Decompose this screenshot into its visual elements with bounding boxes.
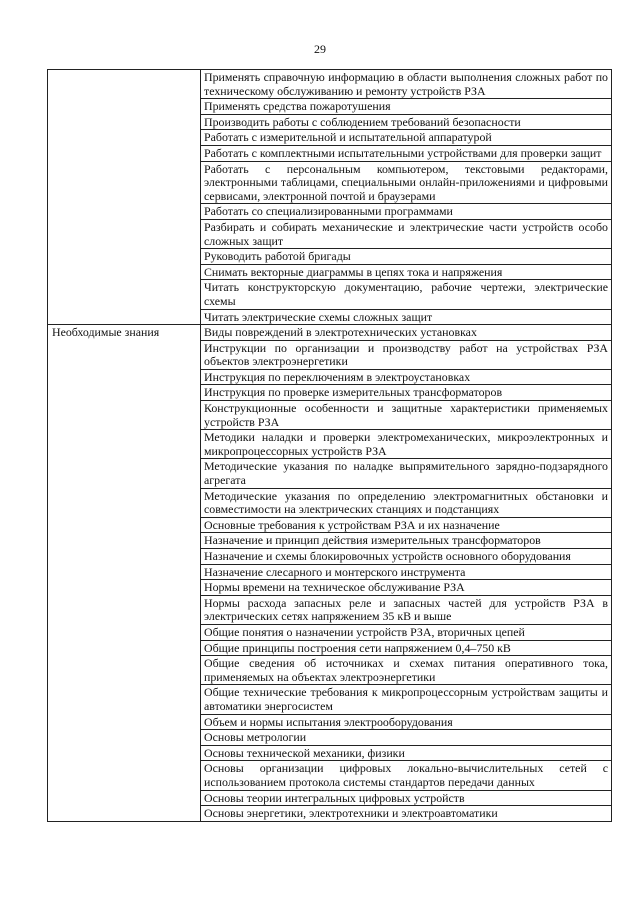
item-text: Нормы времени на техническое обслуживание РЗА: [204, 580, 465, 595]
item-cell: [201, 640, 612, 656]
item-cell: [201, 401, 612, 430]
item-cell: [201, 517, 612, 533]
item-text: Производить работы с соблюдением требований безопасности: [204, 114, 521, 129]
item-cell: [201, 145, 612, 161]
item-text: Общие понятия о назначении устройств РЗА, вторичных цепей: [204, 624, 525, 639]
item-text: Общие принципы построения сети напряжением 0,4–750 кВ: [204, 640, 511, 655]
item-cell: [201, 730, 612, 746]
item-cell: [201, 219, 612, 248]
item-text: Применять средства пожаротушения: [204, 99, 391, 114]
item-cell: [201, 624, 612, 640]
item-text: Нормы расхода запасных реле и запасных частей для устройств РЗА в электрических сетях напряжением 35 кВ и выше: [204, 595, 608, 624]
item-cell: [201, 533, 612, 549]
item-cell: [201, 325, 612, 341]
item-cell: [201, 70, 612, 99]
item-text: Инструкция по проверке измерительных трансформаторов: [204, 385, 503, 400]
item-cell: [201, 488, 612, 517]
item-cell: [201, 309, 612, 325]
item-cell: [201, 459, 612, 488]
item-text: Методики наладки и проверки электромеханических, микроэлектронных и микропроцессорных устройств РЗА: [204, 430, 608, 458]
item-cell: [201, 204, 612, 220]
item-text: Основы метрологии: [204, 730, 307, 745]
item-cell: [201, 580, 612, 596]
item-text: Основы теории интегральных цифровых устройств: [204, 790, 465, 805]
item-text: Работать с измерительной и испытательной аппаратурой: [204, 130, 492, 145]
item-text: Назначение и схемы блокировочных устройств основного оборудования: [204, 549, 571, 563]
item-text: Основные требования к устройствам РЗА и их назначение: [204, 517, 500, 532]
item-cell: [201, 369, 612, 385]
item-text: Конструкционные особенности и защитные характеристики применяемых устройств РЗА: [204, 401, 608, 429]
item-cell: [201, 685, 612, 714]
item-text: Снимать векторные диаграммы в цепях тока и напряжения: [204, 264, 503, 279]
item-cell: [201, 264, 612, 280]
category-cell-empty: [48, 70, 201, 325]
item-cell: [201, 161, 612, 204]
item-cell: [201, 130, 612, 146]
item-text: Работать со специализированными программами: [204, 204, 453, 219]
table-body: [48, 70, 612, 822]
item-text: Читать конструкторскую документацию, рабочие чертежи, электрические схемы: [204, 280, 608, 308]
item-text: Общие технические требования к микропроцессорным устройствам защиты и автоматики энергосистем: [204, 685, 608, 713]
item-cell: [201, 790, 612, 806]
item-cell: [201, 99, 612, 115]
item-cell: [201, 340, 612, 369]
item-text: Методические указания по наладке выпрямительного зарядно-подзарядного агрегата: [204, 459, 608, 488]
category-cell: Необходимые знания: [48, 325, 201, 822]
item-cell: [201, 430, 612, 459]
item-cell: [201, 656, 612, 685]
qualification-table: [47, 69, 612, 822]
item-cell: [201, 385, 612, 401]
item-text: Разбирать и собирать механические и электрические части устройств особо сложных защит: [204, 219, 608, 248]
item-cell: [201, 714, 612, 730]
item-text: Инструкции по организации и производству работ на устройствах РЗА объектов электроэнергетики: [204, 340, 608, 369]
item-text: Объем и нормы испытания электрооборудования: [204, 714, 453, 729]
item-cell: [201, 114, 612, 130]
item-cell: [201, 806, 612, 822]
item-text: Инструкция по переключениям в электроустановках: [204, 369, 471, 384]
item-text: Общие сведения об источниках и схемах питания оперативного тока, применяемых на объектах электроэнергетики: [204, 656, 608, 684]
item-text: Методические указания по определению электромагнитных обстановки и совместимости на электрических станциях и подстанциях: [204, 488, 608, 517]
item-cell: [201, 745, 612, 761]
item-text: Основы энергетики, электротехники и электроавтоматики: [204, 806, 498, 821]
item-cell: [201, 249, 612, 265]
item-text: Работать с персональным компьютером, текстовыми редакторами, электронными таблицами, специальными онлайн-приложениями и цифровыми сервисами, электронной почтой и браузерами: [204, 161, 608, 203]
item-text: Назначение слесарного и монтерского инструмента: [204, 564, 466, 579]
item-text: Руководить работой бригады: [204, 249, 351, 264]
item-text: Основы организации цифровых локально-вычислительных сетей с использованием протокола системы стандартов передачи данных: [204, 761, 608, 789]
item-text: Виды повреждений в электротехнических установках: [204, 325, 477, 340]
item-text: Основы технической механики, физики: [204, 745, 405, 760]
item-text: Применять справочную информацию в области выполнения сложных работ по техническому обслуживанию и ремонту устройств РЗА: [204, 70, 608, 98]
item-cell: [201, 761, 612, 790]
item-cell: [201, 595, 612, 624]
table-row: [48, 70, 612, 99]
item-text: Читать электрические схемы сложных защит: [204, 309, 433, 324]
table-row: [48, 325, 612, 341]
page-number: 29: [314, 42, 326, 56]
item-text: Работать с комплектными испытательными устройствами для проверки защит: [204, 145, 602, 160]
item-text: Назначение и принцип действия измерительных трансформаторов: [204, 533, 541, 548]
item-cell: [201, 280, 612, 309]
item-cell: [201, 564, 612, 580]
item-cell: [201, 549, 612, 565]
